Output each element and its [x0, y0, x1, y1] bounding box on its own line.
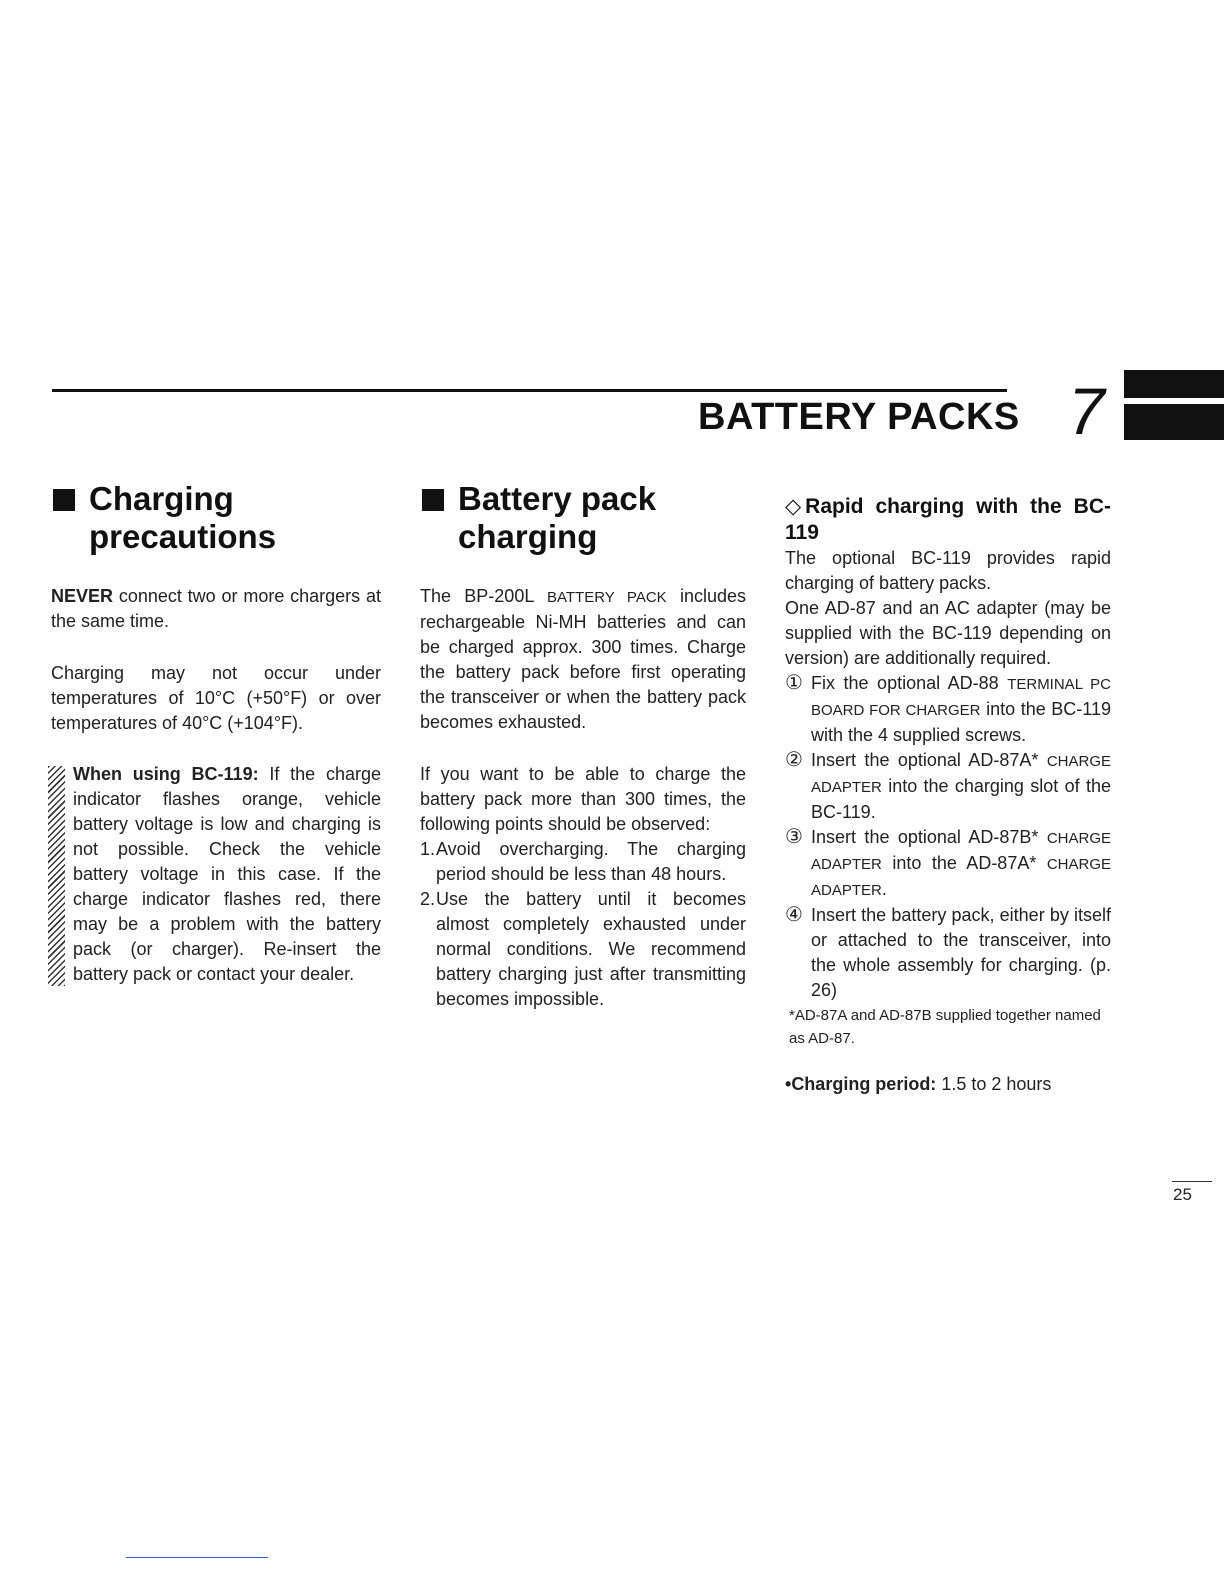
charging-period-value: 1.5 to 2 hours: [936, 1074, 1052, 1094]
list-text: Avoid overcharging. The charging period should be less than 48 hours.: [436, 839, 746, 884]
heading-line: Battery pack: [458, 480, 657, 517]
column-charging-precautions: [51, 480, 381, 987]
chapter-tab-marker-top: [1124, 370, 1224, 398]
chapter-tab-marker-bottom: [1124, 404, 1224, 440]
small-caps-term: CHARGE ADAPTER: [811, 856, 1111, 899]
note-hatch-icon: [48, 766, 65, 986]
list-number: 2.: [420, 889, 436, 909]
small-caps-term: TERMINAL PC BOARD FOR CHARGER: [811, 676, 1111, 719]
paragraph-never: [51, 584, 381, 634]
list-text: Insert the optional AD-87B*: [811, 827, 1047, 847]
note-text: [73, 762, 381, 987]
list-text: into the BC-119 with the 4 supplied screws.: [811, 699, 1111, 745]
list-text: Fix the optional AD-88: [811, 673, 1008, 693]
step-number-icon: ②: [785, 749, 803, 771]
list-item: [420, 887, 746, 1012]
list-item: [785, 903, 1111, 1003]
square-bullet-icon: [53, 489, 75, 511]
page-number-rule: [1172, 1181, 1212, 1182]
list-text: into the charging slot of the BC-119.: [811, 776, 1111, 822]
paragraph-bc119: The optional BC-119 provides rapid charging of battery packs.: [785, 548, 1111, 593]
footnote: *AD-87A and AD-87B supplied together named as AD-87.: [789, 1007, 1101, 1047]
square-bullet-icon: [422, 489, 444, 511]
step-number-icon: ③: [785, 826, 803, 848]
note-body: If the charge indicator flashes orange, vehicle battery voltage is low and charging is not possible. Check the vehicle battery voltage in this case. If the charge indicator flashes red, there may be a problem with the battery pack (or charger). Re-insert the battery pack or contact your dealer.: [73, 764, 381, 984]
step-number-icon: ④: [785, 904, 803, 926]
heading-line: precautions: [89, 518, 277, 555]
bullet-icon: •: [785, 1074, 792, 1094]
list-number: 1.: [420, 839, 436, 859]
list-item: [420, 837, 746, 887]
charging-period-label: Charging period:: [791, 1074, 937, 1094]
list-text: Insert the battery pack, either by itself or attached to the transceiver, into the whole assembly for charging. (p. 26): [811, 905, 1111, 1000]
list-item: [785, 825, 1111, 903]
heading-line: Charging: [89, 480, 234, 517]
paragraph-temperature: Charging may not occur under temperatures of 10°C (+50°F) or over temperatures of 40°C (+104°F).: [51, 663, 381, 733]
note-bc119: [51, 762, 381, 987]
list-item: [785, 671, 1111, 748]
heading-line: charging: [458, 518, 598, 555]
subheading-rapid-charging: [785, 494, 1111, 546]
warning-word: NEVER: [51, 586, 114, 606]
paragraph-text: connect two or more chargers at the same time.: [51, 586, 381, 631]
subheading-text: Rapid charging with the BC-119: [785, 495, 1111, 544]
steps-list: [785, 671, 1111, 1003]
list-item: [785, 748, 1111, 825]
note-title: When using BC-119:: [73, 764, 259, 784]
diamond-icon: ◇: [785, 495, 802, 518]
small-caps-term: BATTERY PACK: [546, 589, 667, 606]
list-text: Use the battery until it becomes almost completely exhausted under normal conditions. We recommend battery charging just after transmitting becomes impossible.: [436, 889, 746, 1009]
heading-battery-pack-charging: [420, 480, 746, 556]
page-number: 25: [1173, 1185, 1192, 1204]
heading-charging-precautions: [51, 480, 381, 556]
observation-list: [420, 837, 746, 1012]
paragraph-ad87: One AD-87 and an AC adapter (may be supplied with the BC-119 depending on version) are additionally required.: [785, 598, 1111, 668]
paragraph-bp200l: [420, 584, 746, 735]
step-number-icon: ①: [785, 672, 803, 694]
paragraph-text: The BP-200L: [420, 586, 547, 606]
chapter-number: 7: [1068, 374, 1105, 448]
charging-period: [785, 1072, 1111, 1097]
header-rule: [52, 389, 1007, 392]
column-battery-pack-charging: [420, 480, 746, 1012]
paragraph-text: includes rechargeable Ni-MH batteries and can be charged approx. 300 times. Charge the battery pack before first operating the transceiver or when the battery pack becomes exhausted.: [420, 586, 746, 732]
paragraph-more-than-300: If you want to be able to charge the battery pack more than 300 times, the following points should be observed:: [420, 764, 746, 834]
column-rapid-charging: [785, 494, 1111, 1097]
bottom-divider: [126, 1557, 268, 1558]
list-text: .: [881, 879, 887, 899]
list-text: Insert the optional AD-87A*: [811, 750, 1047, 770]
section-title: BATTERY PACKS: [698, 396, 1020, 438]
small-caps-term: CHARGE ADAPTER: [811, 753, 1111, 796]
list-text: into the AD-87A*: [881, 853, 1047, 873]
small-caps-term: CHARGE ADAPTER: [811, 830, 1111, 873]
